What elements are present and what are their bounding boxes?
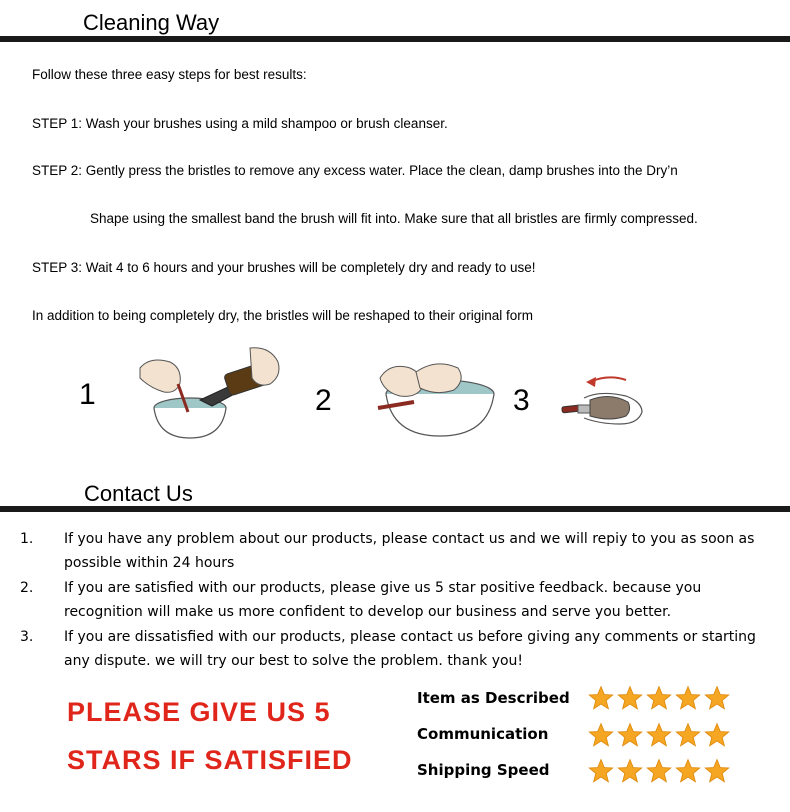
- rating-label-communication: Communication: [417, 725, 549, 743]
- star-icon: [675, 758, 701, 784]
- cleaning-intro: Follow these three easy steps for best results:: [32, 67, 307, 82]
- contact-item-text: If you have any problem about our products, please contact us and we will repiy to you as soon as possible within 24 hours: [64, 531, 755, 571]
- illustration-number-2: 2: [315, 384, 332, 417]
- brush-in-dryer-illustration: [560, 370, 650, 430]
- contact-item-index: 1.: [20, 531, 34, 547]
- step-1-text: STEP 1: Wash your brushes using a mild shampoo or brush cleanser.: [32, 116, 448, 131]
- contact-item: [0, 625, 790, 673]
- star-icon: [646, 722, 672, 748]
- star-icon: [675, 722, 701, 748]
- contact-item-index: 3.: [20, 629, 34, 645]
- star-icon: [675, 685, 701, 711]
- star-icon: [704, 685, 730, 711]
- star-icon: [617, 685, 643, 711]
- brush-washing-bowl-illustration: [130, 338, 290, 443]
- contact-item-index: 2.: [20, 580, 34, 596]
- star-icon: [646, 758, 672, 784]
- step-3-text: STEP 3: Wait 4 to 6 hours and your brushes will be completely dry and ready to use!: [32, 260, 536, 275]
- star-icon: [646, 685, 672, 711]
- star-icon: [588, 685, 614, 711]
- contact-item: [0, 576, 790, 624]
- rating-label-item-as-described: Item as Described: [417, 689, 570, 707]
- star-icon: [617, 758, 643, 784]
- star-icon: [704, 722, 730, 748]
- step-2-continuation: Shape using the smallest band the brush will fit into. Make sure that all bristles are firmly compressed.: [90, 211, 698, 226]
- star-icon: [617, 722, 643, 748]
- promo-line-2: STARS IF SATISFIED: [67, 745, 353, 775]
- cleaning-title: Cleaning Way: [83, 10, 220, 35]
- rating-stars: [588, 722, 730, 748]
- contact-item: [0, 527, 790, 575]
- contact-item-text: If you are satisfied with our products, please give us 5 star positive feedback. because you recognition will make us more confident to develop our business and serve you better.: [64, 580, 702, 620]
- illustration-number-1: 1: [79, 378, 96, 411]
- promo-line-1: PLEASE GIVE US 5: [67, 697, 331, 727]
- brush-pressing-bowl-illustration: [370, 358, 505, 440]
- star-icon: [704, 758, 730, 784]
- contact-title: Contact Us: [84, 481, 193, 506]
- contact-divider: [0, 506, 790, 512]
- illustration-number-3: 3: [513, 384, 530, 417]
- rating-label-shipping-speed: Shipping Speed: [417, 761, 550, 779]
- star-icon: [588, 722, 614, 748]
- rating-stars: [588, 758, 730, 784]
- cleaning-divider: [0, 36, 790, 42]
- step-2-text: STEP 2: Gently press the bristles to remove any excess water. Place the clean, damp brushes into the Dry’n: [32, 163, 678, 178]
- star-icon: [588, 758, 614, 784]
- contact-item-text: If you are dissatisfied with our products, please contact us before giving any comments or starting any dispute. we will try our best to solve the problem. thank you!: [64, 629, 756, 669]
- cleaning-note: In addition to being completely dry, the bristles will be reshaped to their original form: [32, 308, 534, 323]
- rating-stars: [588, 685, 730, 711]
